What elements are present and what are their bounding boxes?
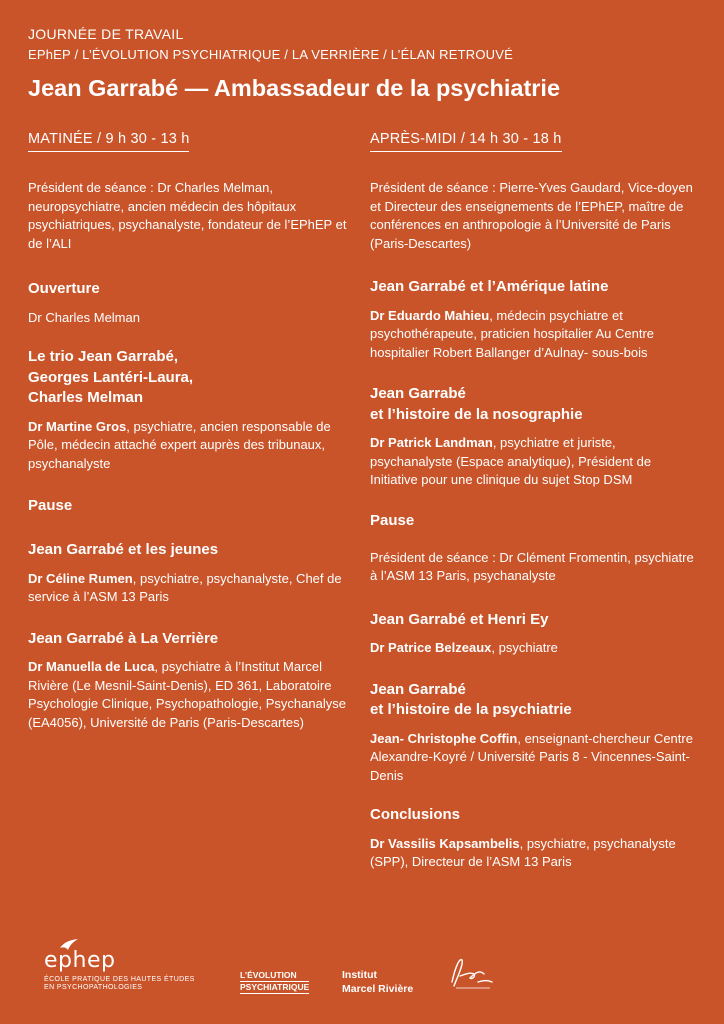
history-title-line-1: Jean Garrabé bbox=[370, 680, 466, 698]
latam-title: Jean Garrabé et l’Amérique latine bbox=[370, 278, 609, 295]
trio-speaker-block bbox=[28, 418, 358, 474]
youth-title: Jean Garrabé et les jeunes bbox=[28, 541, 219, 558]
nosography-speaker: Dr Patrick Landman bbox=[370, 435, 493, 450]
morning-session-heading: MATINÉE / 9 h 30 - 13 h bbox=[28, 131, 189, 152]
morning-chair bbox=[28, 179, 358, 253]
verriere-title: Jean Garrabé à La Verrière bbox=[28, 629, 219, 647]
morning-chair-desc: neuropsychiatre, ancien médecin des hôpitaux psychiatriques, psychanalyste, fondateur de l’EPhEP et de l’ALI bbox=[28, 198, 347, 251]
conclusions-speaker-block bbox=[370, 835, 700, 872]
verriere-speaker: Dr Manuella de Luca bbox=[28, 659, 155, 674]
afternoon-session-heading: APRÈS-MIDI / 14 h 30 - 18 h bbox=[370, 131, 562, 152]
henri-ey-title: Jean Garrabé et Henri Ey bbox=[370, 610, 549, 628]
henri-ey-desc: , psychiatre bbox=[491, 640, 558, 655]
verriere-speaker-block bbox=[28, 658, 358, 732]
morning-pause: Pause bbox=[28, 497, 73, 514]
history-speaker: Jean- Christophe Coffin bbox=[370, 730, 518, 746]
conclusions-desc: , psychiatre, psychanalyste (SPP), Directeur de l’ASM 13 Paris bbox=[370, 835, 676, 869]
henri-ey-speaker-block bbox=[370, 639, 700, 658]
organizers-line: EPhEP / L’ÉVOLUTION PSYCHIATRIQUE / LA VERRIÈRE / L’ÉLAN RETROUVÉ bbox=[28, 47, 513, 62]
afternoon-chair2-label: Président de séance : Dr Clément Fromentin, bbox=[370, 549, 631, 565]
trio-title-line-2: Georges Lantéri-Laura, bbox=[28, 368, 194, 386]
page-title: Jean Garrabé — Ambassadeur de la psychiatrie bbox=[28, 75, 561, 101]
verriere-desc: , psychiatre à l’Institut Marcel Rivière (Le Mesnil-Saint-Denis), ED 361, Laboratoire Psychologie Clinique, Psychopathologie, Psychanalyse (EA4056), Université de Paris (Paris-Descartes) bbox=[28, 659, 346, 730]
event-kicker: JOURNÉE DE TRAVAIL bbox=[28, 26, 184, 42]
afternoon-chair-desc: Vice-doyen et Directeur des enseignements de l’EPhEP, maître de conférences en anthropologie à l’Université de Paris (Paris-Descartes) bbox=[370, 180, 693, 251]
history-speaker-block bbox=[370, 730, 700, 786]
opening-title: Ouverture bbox=[28, 280, 100, 297]
ephep-subtitle bbox=[44, 976, 214, 992]
morning-column bbox=[28, 130, 358, 732]
morning-chair-label: Président de séance : Dr Charles Melman, bbox=[28, 180, 273, 195]
history-title-line-2: et l’histoire de la psychiatrie bbox=[370, 701, 572, 718]
youth-speaker: Dr Céline Rumen bbox=[28, 570, 133, 586]
latam-desc: , médecin psychiatre et psychothérapeute, praticien hospitalier Au Centre hospitalier Robert Ballanger d’Aulnay- sous-bois bbox=[370, 307, 655, 360]
youth-desc: , psychiatre, psychanalyste, Chef de service à l’ASM 13 Paris bbox=[28, 570, 342, 604]
nosography-speaker-block bbox=[370, 434, 700, 490]
opening-speaker: Dr Charles Melman bbox=[28, 309, 140, 325]
ephep-subtitle-line-2: EN PSYCHOPATHOLOGIES bbox=[44, 984, 143, 991]
trio-title-line-1: Le trio Jean Garrabé, bbox=[28, 348, 179, 365]
afternoon-chair-2 bbox=[370, 549, 700, 586]
conclusions-speaker: Dr Vassilis Kapsambelis bbox=[370, 835, 520, 851]
latam-speaker: Dr Eduardo Mahieu bbox=[370, 307, 490, 323]
nosography-title-line-1: Jean Garrabé bbox=[370, 385, 466, 402]
afternoon-chair-label: Président de séance : Pierre-Yves Gaudard, bbox=[370, 180, 625, 195]
history-desc: , enseignant-chercheur Centre Alexandre-Koyré / Université Paris 8 - Vincennes-Saint-Denis bbox=[370, 730, 693, 783]
nosography-title bbox=[370, 384, 700, 425]
afternoon-column bbox=[370, 130, 700, 872]
imr-line-1: Institut bbox=[342, 969, 377, 981]
institut-marcel-riviere-logo bbox=[342, 968, 413, 996]
trio-desc: , psychiatre, ancien responsable de Pôle, médecin attaché expert auprès des tribunaux, psychanalyste bbox=[28, 418, 331, 471]
ephep-logo bbox=[44, 938, 214, 992]
evolution-psychiatrique-logo bbox=[240, 970, 309, 994]
henri-ey-speaker: Dr Patrice Belzeaux bbox=[370, 640, 492, 655]
trio-title-line-3: Charles Melman bbox=[28, 389, 144, 406]
youth-speaker-block bbox=[28, 570, 358, 607]
bird-icon bbox=[58, 938, 80, 952]
trio-title bbox=[28, 347, 358, 409]
afternoon-pause: Pause bbox=[370, 511, 415, 529]
imr-line-2: Marcel Rivière bbox=[342, 983, 414, 995]
ephep-wordmark: ephep bbox=[44, 948, 116, 973]
afternoon-chair2-desc: psychiatre à l’ASM 13 Paris, psychanalyste bbox=[370, 549, 694, 583]
trio-speaker: Dr Martine Gros bbox=[28, 418, 127, 434]
conclusions-title: Conclusions bbox=[370, 806, 461, 823]
evolution-line-1: L’ÉVOLUTION bbox=[240, 970, 309, 982]
footer-logos bbox=[0, 930, 724, 1024]
ephep-subtitle-line-1: ÉCOLE PRATIQUE DES HAUTES ÉTUDES bbox=[44, 976, 195, 983]
evolution-line-2: PSYCHIATRIQUE bbox=[240, 982, 310, 992]
nosography-title-line-2: et l’histoire de la nosographie bbox=[370, 405, 583, 423]
nosography-desc: , psychiatre et juriste, psychanalyste (Espace analytique), Président de Initiative pour une clinique du sujet Stop DSM bbox=[370, 435, 652, 487]
latam-speaker-block bbox=[370, 307, 700, 363]
afternoon-chair bbox=[370, 179, 700, 253]
signature-logo-icon bbox=[446, 952, 496, 992]
history-title bbox=[370, 680, 700, 721]
